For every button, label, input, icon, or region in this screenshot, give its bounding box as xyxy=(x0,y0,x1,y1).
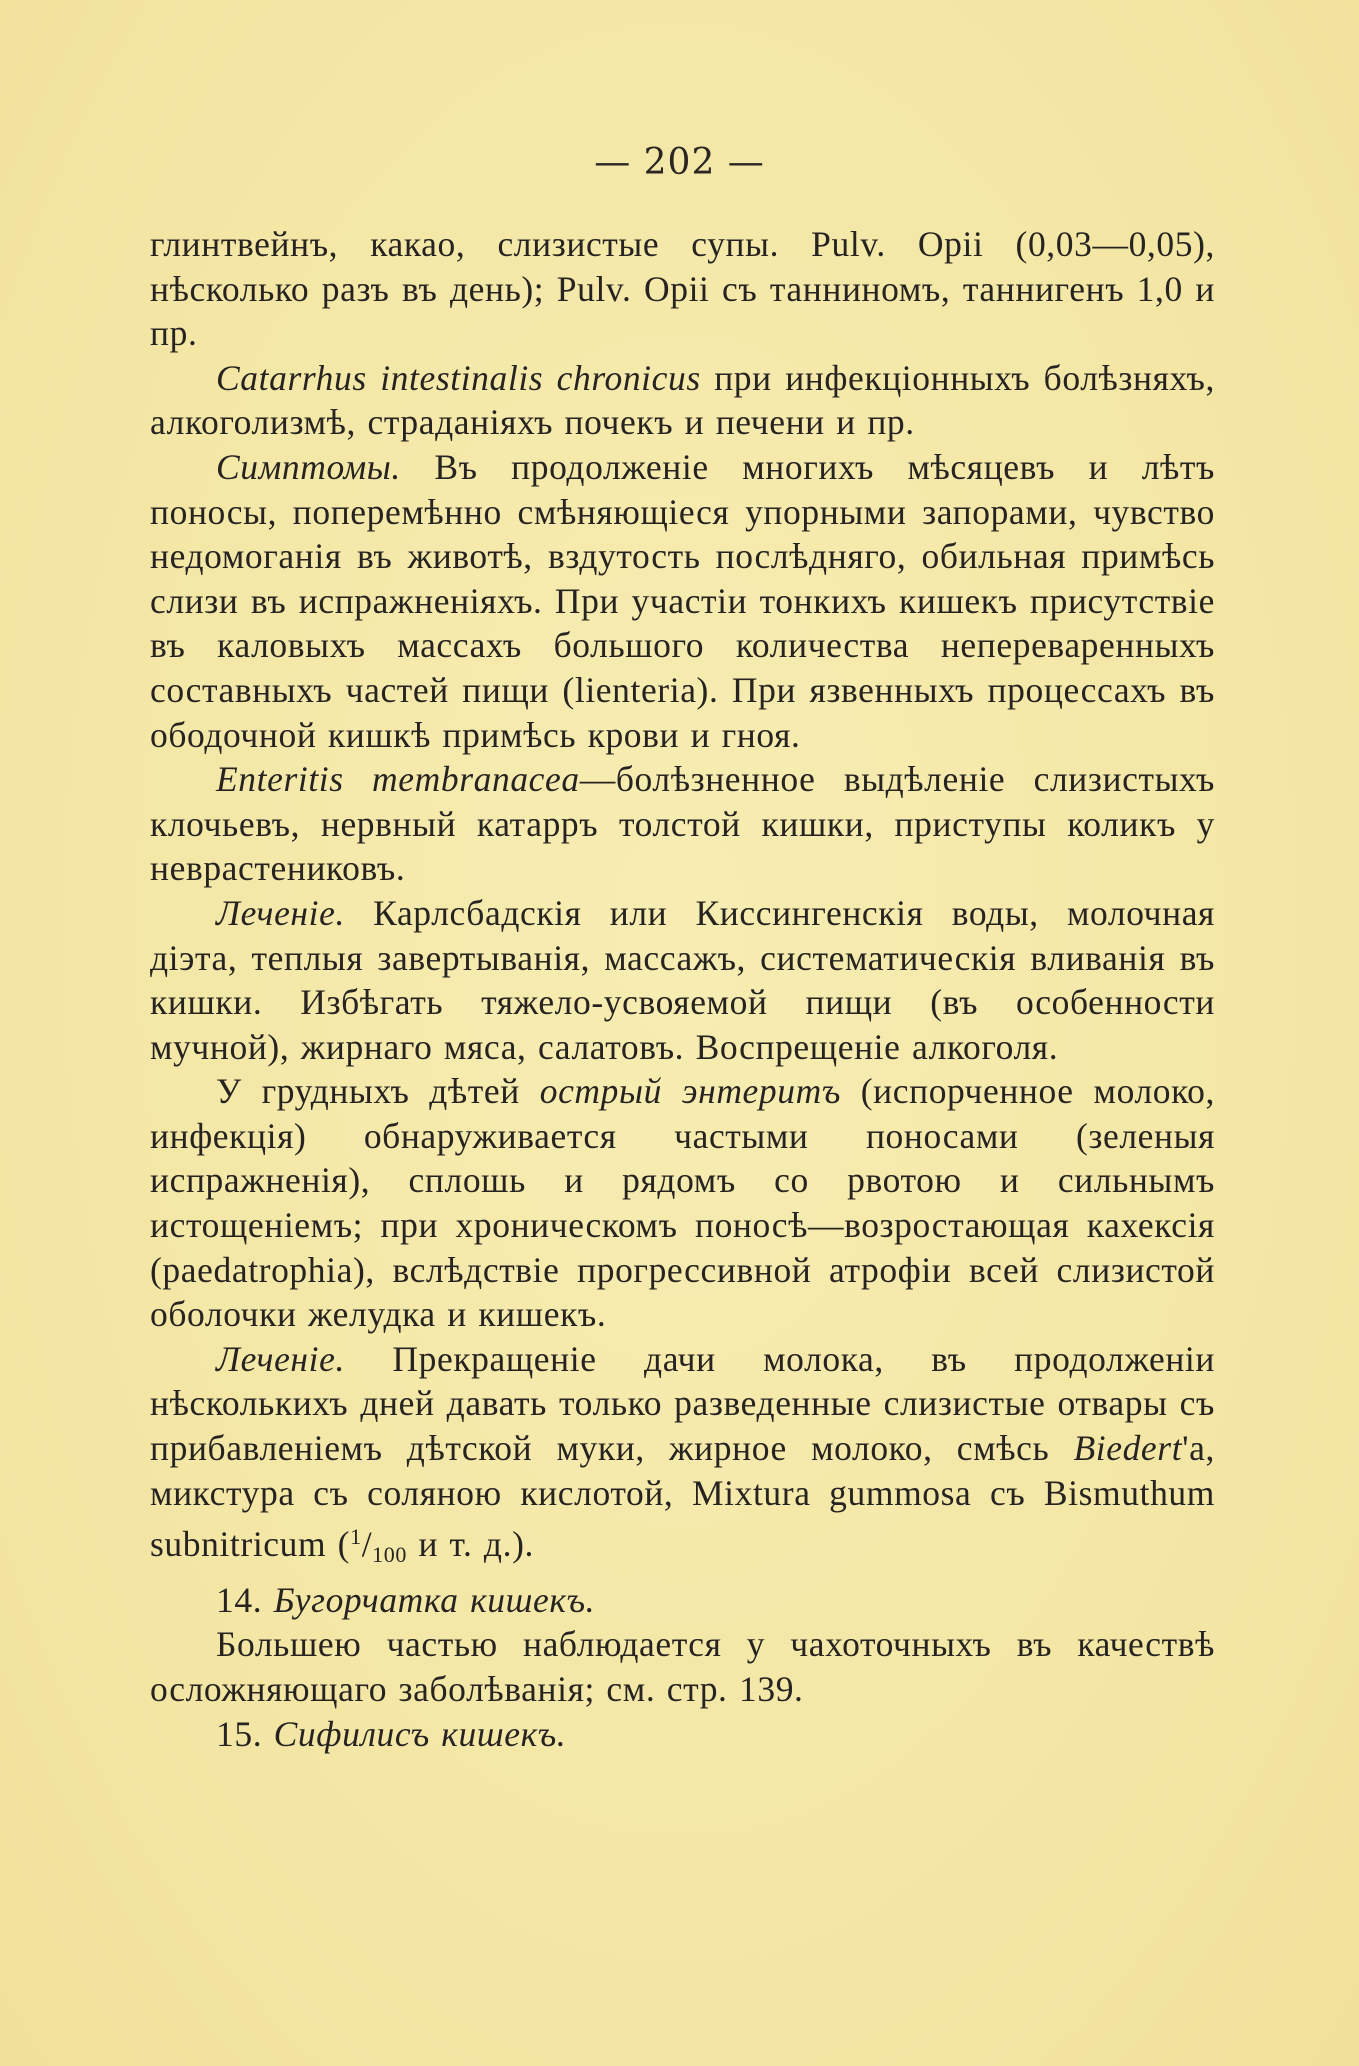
text-run: 15. xyxy=(216,1713,274,1754)
text-run: —болѣзненное выдѣленіе слизистыхъ клочьевъ, нервный катарръ толстой кишки, приступы коликъ у неврастениковъ. xyxy=(150,759,1215,889)
paragraph-p1 xyxy=(150,222,1215,356)
text-run: Карлсбадскія или Киссингенскія воды, молочная діэта, теплыя завертыванія, массажъ, систематическія вливанія въ кишки. Избѣгать тяжело-усвояемой пищи (въ особенности мучной), жирнаго мяса, салатовъ. Воспрещеніе алкоголя. xyxy=(150,892,1215,1067)
paragraph-p5 xyxy=(150,891,1215,1069)
text-run: / xyxy=(361,1524,373,1565)
paragraph-p6 xyxy=(150,1069,1215,1337)
text-run: Прекращеніе дачи молока, въ продолженіи нѣсколькихъ дней давать только разведенные слизистые отвары съ прибавленіемъ дѣтской муки, жирное молоко, смѣсь xyxy=(150,1338,1215,1469)
text-run: Въ продолженіе многихъ мѣсяцевъ и лѣтъ поносы, поперемѣнно смѣняющіеся упорными запорами, чувство недомоганія въ животѣ, вздутость послѣдняго, обильная примѣсь слизи въ испражненіяхъ. При участіи тонкихъ кишекъ присутствіе въ каловыхъ массахъ большого количества непереваренныхъ составныхъ частей пищи (lienteria). При язвенныхъ процессахъ въ ободочной кишкѣ примѣсь крови и гноя. xyxy=(150,446,1215,755)
italic-run: Enteritis membranacea xyxy=(216,759,580,800)
text-run: 14. xyxy=(216,1579,274,1620)
body-text xyxy=(150,222,1215,1756)
text-run: 'а, микстура съ соляною кислотой, Mixtura gummosa съ Bismuthum subnitricum ( xyxy=(150,1428,1215,1565)
text-run: Большею частью наблюдается у чахоточныхъ въ качествѣ осложняющаго заболѣванія; см. стр. 139. xyxy=(150,1624,1215,1709)
italic-run: острый энтеритъ xyxy=(539,1071,841,1112)
italic-run: Леченіе. xyxy=(216,1338,345,1379)
paragraph-p2 xyxy=(150,356,1215,445)
paragraph-p9 xyxy=(150,1622,1215,1711)
paragraph-p8 xyxy=(150,1578,1215,1623)
text-run: при инфекціонныхъ болѣзняхъ, алкоголизмѣ, страданіяхъ почекъ и печени и пр. xyxy=(150,357,1215,443)
paragraph-p3 xyxy=(150,445,1215,757)
text-run: 1 xyxy=(350,1524,362,1550)
paragraph-p10 xyxy=(150,1712,1215,1757)
italic-run: Бугорчатка кишекъ. xyxy=(273,1579,596,1620)
paragraph-p4 xyxy=(150,757,1215,891)
text-run: глинтвейнъ, какао, слизистые супы. Pulv. Opii (0,03—0,05), нѣсколько разъ въ день); Pulv. Opii съ танниномъ, таннигенъ 1,0 и пр. xyxy=(150,224,1215,354)
italic-run: Леченіе. xyxy=(216,892,345,933)
text-run: и т. д.). xyxy=(406,1524,534,1565)
paragraph-p7 xyxy=(150,1337,1215,1578)
italic-run: Biedert xyxy=(1073,1428,1183,1469)
text-run: (испорченное молоко, инфекція) обнаруживается частыми поносами (зеленыя испражненія), сплошь и рядомъ со рвотою и сильнымъ истощеніемъ; при хроническомъ поносѣ—возростающая кахексія (paedatrophia), вслѣдствіе прогрессивной атрофіи всей слизистой оболочки желудка и кишекъ. xyxy=(150,1071,1215,1335)
page-number: — 202 — xyxy=(594,142,765,183)
italic-run: Симптомы. xyxy=(216,446,401,487)
italic-run: Catarrhus intestinalis chronicus xyxy=(216,357,701,398)
italic-run: Сифилисъ кишекъ. xyxy=(273,1713,567,1754)
text-run: 100 xyxy=(372,1542,407,1568)
text-run: У грудныхъ дѣтей xyxy=(216,1071,540,1112)
